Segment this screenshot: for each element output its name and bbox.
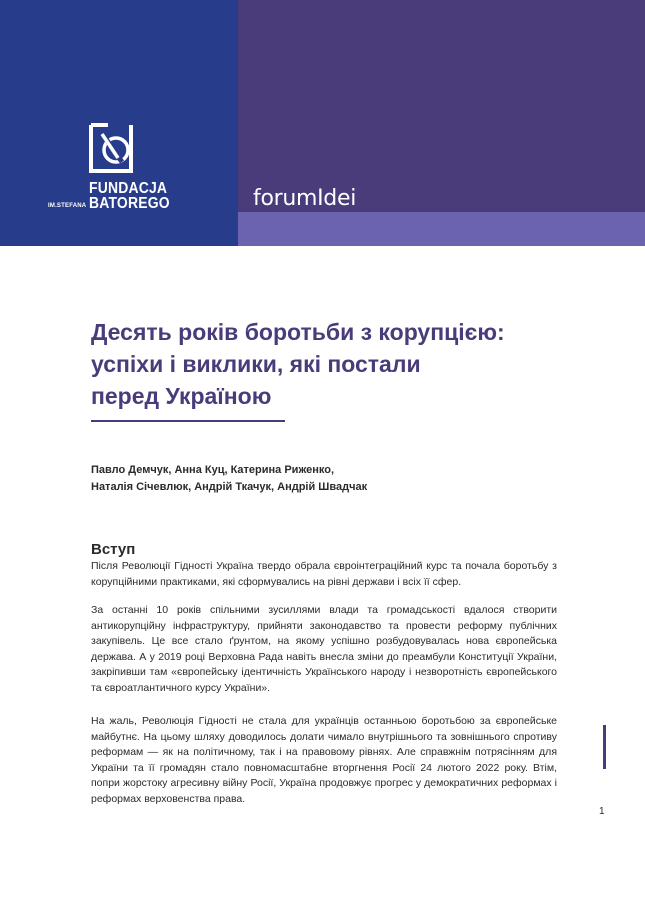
title-line: перед Україною <box>91 383 272 409</box>
header-accent-strip <box>238 212 645 246</box>
title-line: Десять років боротьби з корупцією: <box>91 319 505 345</box>
header-right-panel <box>238 0 645 212</box>
body-paragraph: На жаль, Революція Гідності не стала для українців останньою боротьбою за європейське майбутнє. На цьому шляху доводилось долати чимало внутрішнього та зовнішнього спротиву реформам — як на політичному, так і на правовому рівнях. Але справжнім потрясінням для України та її громадян стало повномасштабне вторгнення Росії 24 лютого 2022 року. Втім, попри жорстоку агресивну війну Росії, Україна продовжує прогрес у демократичних реформах і реформах верховенства права. <box>91 715 557 805</box>
logo-text-im-stefana: IM.STEFANA <box>48 203 87 209</box>
series-name: forumIdei <box>253 186 357 211</box>
fundacja-batorego-logo-icon <box>88 122 134 174</box>
body-paragraph: Після Революції Гідності Україна твердо обрала євроінтеграційний курс та почала боротьбу з корупційними практиками, які сформувались на рівні держави і всіх її сфер. <box>91 560 557 588</box>
authors-list <box>91 462 561 495</box>
header-left-panel <box>0 0 238 246</box>
section-heading: Вступ <box>91 541 136 558</box>
side-accent-bar <box>603 725 606 769</box>
logo-text-fundacja: FUNDACJA <box>89 180 168 197</box>
page-number: 1 <box>599 806 605 817</box>
document-title <box>91 316 561 412</box>
authors-line: Наталія Січевлюк, Андрій Ткачук, Андрій Швадчак <box>91 480 368 493</box>
title-divider <box>91 420 285 422</box>
authors-line: Павло Демчук, Анна Куц, Катерина Риженко, <box>91 464 334 476</box>
title-line: успіхи і виклики, які постали <box>91 351 421 377</box>
logo-text-batorego: BATOREGO <box>89 195 170 212</box>
body-paragraph: За останні 10 років спільними зусиллями влади та громадськості вдалося створити антикорупційну інфраструктуру, прийняти законодавство та провести реформу публічних закупівель. Це все стало ґрунтом, на якому успішно розбудовувалась нова європейська держава. А у 2019 році Верховна Рада навіть внесла зміни до преамбули Конституції України, закріпивши там «європейську ідентичність Українського народу і незворотність європейського та євроатлантичного курсу України». <box>91 604 557 694</box>
